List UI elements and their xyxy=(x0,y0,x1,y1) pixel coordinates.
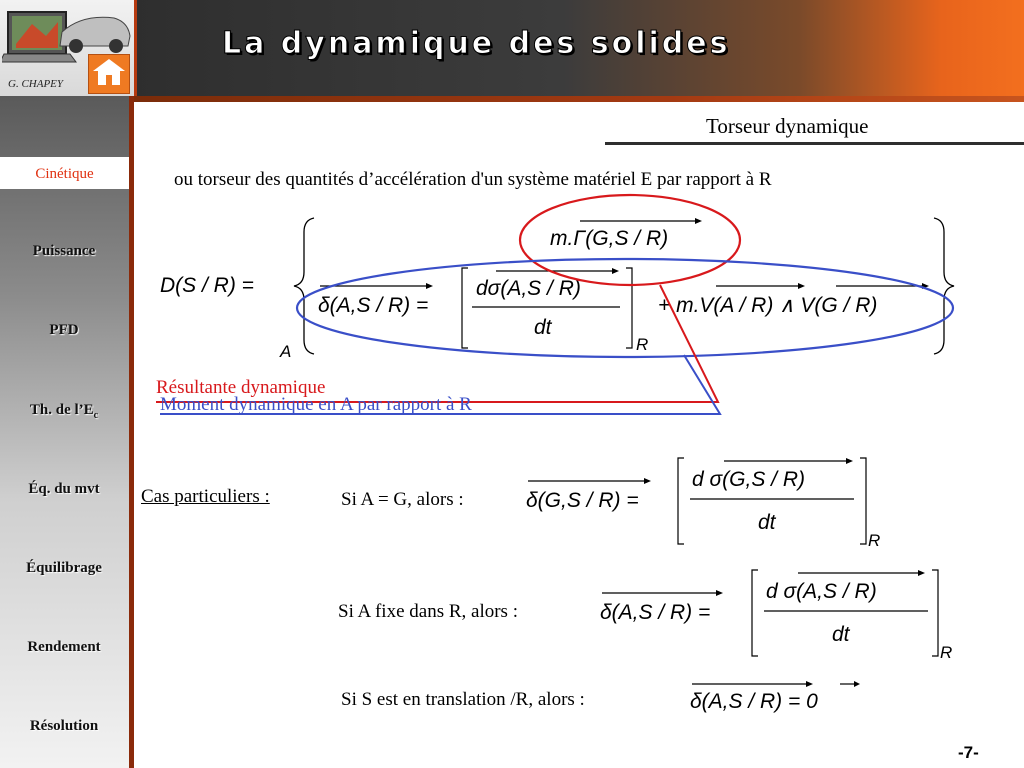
bracket-left xyxy=(462,268,468,348)
sidebar-item-rendement[interactable]: Rendement xyxy=(27,639,101,655)
label-resultante-dynamique: Résultante dynamique xyxy=(156,377,326,398)
bracket-right xyxy=(860,458,866,544)
vector-arrow-head xyxy=(798,283,805,289)
sidebar-item-equilibrage[interactable]: Équilibrage xyxy=(26,560,102,576)
case2-subscript: R xyxy=(940,643,953,662)
case1-text: Si A = G, alors : xyxy=(341,489,464,510)
torseur-moment-rhs: + m.V(A / R) ∧ V(G / R) xyxy=(658,294,878,317)
torseur-left-brace xyxy=(294,218,314,354)
page-number: -7- xyxy=(958,743,979,762)
bracket-right xyxy=(932,570,938,656)
torseur-moment-lhs: δ(A,S / R) = xyxy=(318,294,429,317)
case1-numerator: d σ(G,S / R) xyxy=(692,468,806,491)
case2-numerator: d σ(A,S / R) xyxy=(766,580,877,603)
torseur-resultante: m.Γ(G,S / R) xyxy=(550,227,669,250)
label-moment-dynamique: Moment dynamique en A par rapport à R xyxy=(160,394,472,415)
torseur-point: A xyxy=(280,342,292,361)
sidebar-item-label: Th. de l’E xyxy=(29,402,94,418)
torseur-moment-numerator: dσ(A,S / R) xyxy=(476,277,581,300)
torseur-moment-denominator: dt xyxy=(534,316,552,339)
page-title: La dynamique des solides xyxy=(222,26,731,61)
case1-denominator: dt xyxy=(758,511,776,534)
sidebar-item-puissance[interactable]: Puissance xyxy=(32,243,96,259)
case3-expression: δ(A,S / R) = 0 xyxy=(690,690,818,713)
torseur-right-brace xyxy=(934,218,954,354)
sidebar-item-resolution[interactable]: Résolution xyxy=(29,718,99,734)
sidebar-item-label: Cinétique xyxy=(35,166,94,182)
torseur-moment-subscript: R xyxy=(636,335,649,354)
vector-arrow-head xyxy=(695,218,702,224)
vector-arrow-head xyxy=(806,681,813,687)
bracket-left xyxy=(752,570,758,656)
author-name: G. CHAPEY xyxy=(8,78,63,90)
cas-particuliers-heading: Cas particuliers : xyxy=(141,486,270,507)
sidebar-item-subscript: c xyxy=(93,410,99,421)
vector-arrow-head xyxy=(846,458,853,464)
torseur-lhs: D(S / R) = xyxy=(160,274,254,297)
case2-lhs: δ(A,S / R) = xyxy=(600,601,711,624)
vector-arrow-head xyxy=(644,478,651,484)
case2-denominator: dt xyxy=(832,623,850,646)
bracket-right xyxy=(626,268,632,348)
intro-text: ou torseur des quantités d’accélération d'un système matériel E par rapport à R xyxy=(174,169,772,190)
case1-subscript: R xyxy=(868,531,881,550)
case2-text: Si A fixe dans R, alors : xyxy=(338,601,518,622)
bracket-left xyxy=(678,458,684,544)
sidebar-item-pfd[interactable]: PFD xyxy=(49,322,79,338)
vector-arrow-head xyxy=(918,570,925,576)
vector-arrow-head xyxy=(716,590,723,596)
case1-lhs: δ(G,S / R) = xyxy=(526,489,639,512)
section-title: Torseur dynamique xyxy=(706,114,869,138)
vector-arrow-head xyxy=(612,268,619,274)
case3-text: Si S est en translation /R, alors : xyxy=(341,689,585,710)
sidebar-item-equation-mouvement[interactable]: Éq. du mvt xyxy=(28,481,100,497)
vector-arrow-head xyxy=(854,681,860,687)
vector-arrow-head xyxy=(426,283,433,289)
